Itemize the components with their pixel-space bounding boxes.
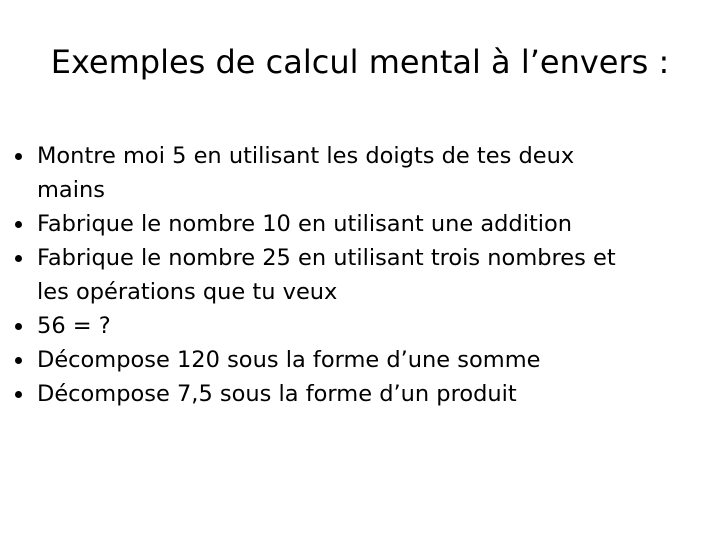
bullet-icon [15,357,22,364]
slide-title: Exemples de calcul mental à l’envers : [50,43,670,81]
bullet-icon [15,221,22,228]
list-item-line: Fabrique le nombre 10 en utilisant une addition [37,211,573,237]
bullet-icon [15,255,22,262]
list-item-line: Décompose 120 sous la forme d’une somme [37,347,541,373]
bullet-icon [15,391,22,398]
list-item-line: mains [37,177,105,203]
list-item-line: Décompose 7,5 sous la forme d’un produit [37,381,517,407]
bullet-icon [15,153,22,160]
list-item-line: les opérations que tu veux [37,279,338,305]
list-item [14,343,714,377]
list-item-line: Montre moi 5 en utilisant les doigts de tes deux [37,143,575,169]
list-item-line: 56 = ? [37,313,111,339]
list-item [14,207,714,241]
list-item [14,309,714,343]
list-item [14,241,714,309]
bullet-list [14,139,714,411]
list-item [14,139,714,207]
bullet-icon [15,323,22,330]
list-item-line: Fabrique le nombre 25 en utilisant trois nombres et [37,245,616,271]
list-item [14,377,714,411]
